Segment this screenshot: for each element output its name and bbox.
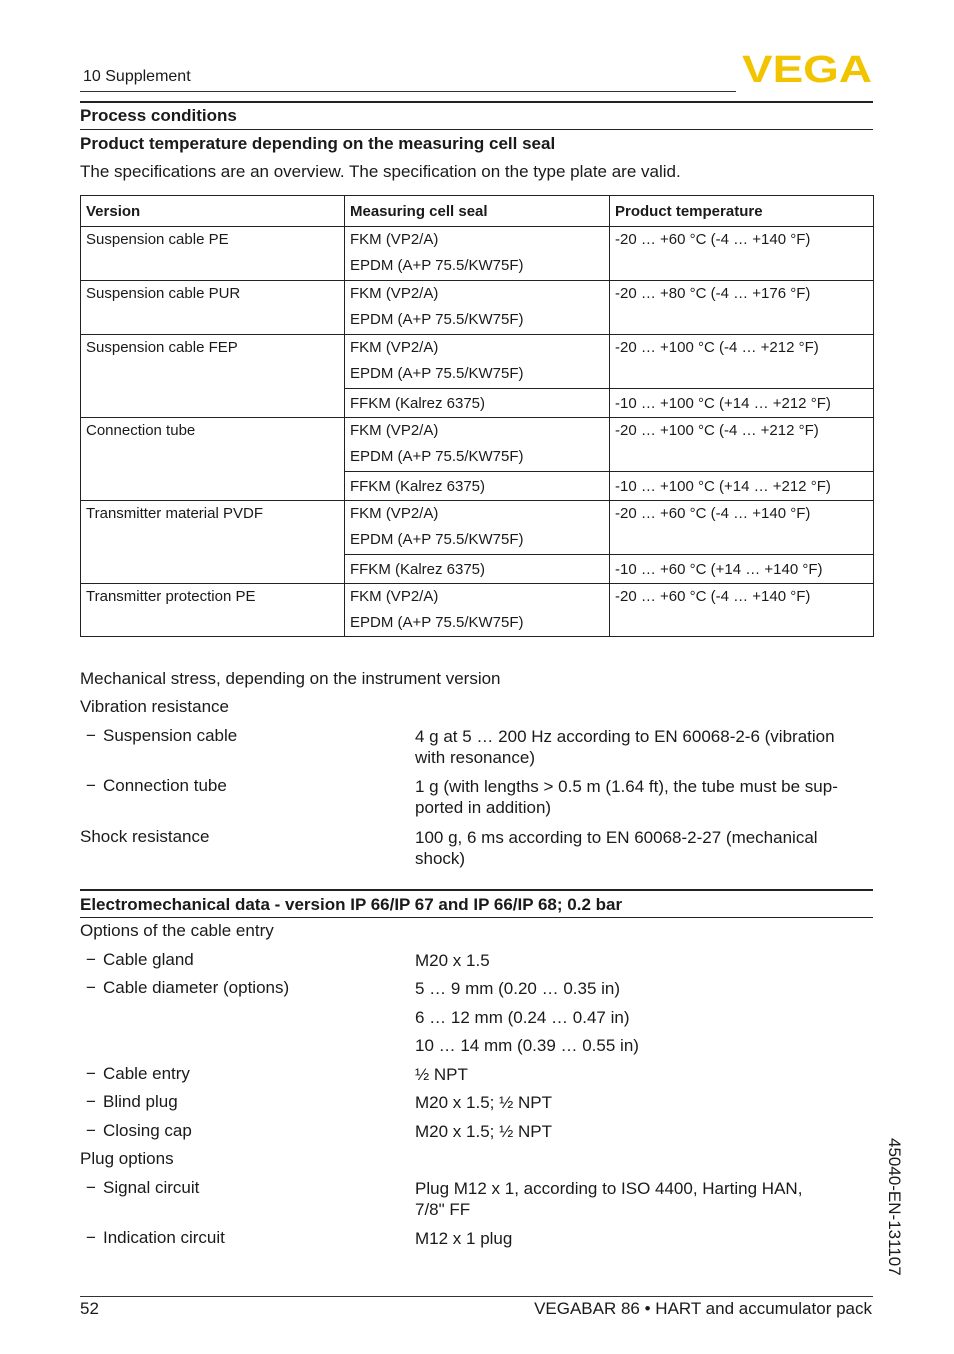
signal-circuit-value: Plug M12 x 1, according to ISO 4400, Harting HAN, 7/8" FF [415,1179,803,1219]
page-number: 52 [80,1299,99,1318]
cable-diameter-value: 10 … 14 mm (0.39 … 0.55 in) [415,1036,639,1055]
cable-gland-value: M20 x 1.5 [415,951,490,970]
seal-cell: EPDM (A+P 75.5/KW75F) [349,531,524,548]
seal-cell: EPDM (A+P 75.5/KW75F) [349,448,524,465]
table-row [81,584,874,637]
dash: − [86,1178,96,1197]
column-header: Measuring cell seal [344,196,609,227]
suspension-cable-label: Suspension cable [103,726,238,745]
column-header: Version [81,196,345,227]
seal-cell: EPDM (A+P 75.5/KW75F) [349,365,524,382]
rule [80,917,873,918]
product-name: VEGABAR 86 • HART and accumulator pack [534,1299,872,1318]
seal-cell: EPDM (A+P 75.5/KW75F) [349,311,524,328]
plug-options-label: Plug options [80,1149,174,1168]
dash: − [86,726,96,745]
version-cell: Connection tube [86,422,196,439]
temp-cell: -10 … +100 °C (+14 … +212 °F) [615,477,831,495]
rule [80,129,873,130]
shock-value: 100 g, 6 ms according to EN 60068-2-27 (mechanical shock) [415,828,818,868]
connection-tube-label: Connection tube [103,776,227,795]
closing-cap-label: Closing cap [103,1121,192,1140]
temp-cell: -20 … +60 °C (-4 … +140 °F) [615,505,811,522]
cable-entry-options-label: Options of the cable entry [80,921,274,940]
table-row [81,281,874,335]
rule [80,889,873,891]
version-cell: Transmitter material PVDF [86,505,263,522]
version-cell: Suspension cable PUR [86,285,241,302]
cable-diameter-label: Cable diameter (options) [103,978,290,997]
vega-logo [742,52,874,84]
mech-intro: Mechanical stress, depending on the instrument version [80,669,501,688]
indication-circuit-value: M12 x 1 plug [415,1229,513,1248]
dash: − [86,978,96,997]
seal-cell: FFKM (Kalrez 6375) [349,477,486,495]
temp-cell: -10 … +100 °C (+14 … +212 °F) [615,394,831,412]
version-cell: Suspension cable FEP [86,339,238,356]
svg-text:VEGA: VEGA [742,52,872,84]
dash: − [86,1092,96,1111]
cable-entry-label: Cable entry [103,1064,190,1083]
connection-tube-value: 1 g (with lengths > 0.5 m (1.64 ft), the tube must be sup-ported in addition) [415,777,838,817]
closing-cap-value: M20 x 1.5; ½ NPT [415,1122,552,1141]
process-title: Process conditions [80,106,237,125]
indication-circuit-label: Indication circuit [103,1228,225,1247]
vibration-label: Vibration resistance [80,697,229,716]
cable-diameter-value: 6 … 12 mm (0.24 … 0.47 in) [415,1008,630,1027]
table-row [81,501,874,555]
dash: − [86,950,96,969]
rule [80,101,873,103]
seal-cell: FKM (VP2/A) [349,588,439,605]
process-subtitle: Product temperature depending on the measuring cell seal [80,134,556,153]
seal-cell: FKM (VP2/A) [349,505,439,522]
temp-cell: -20 … +100 °C (-4 … +212 °F) [615,339,819,356]
table-header-row [81,196,874,227]
temp-cell: -20 … +60 °C (-4 … +140 °F) [615,231,811,248]
suspension-cable-value: 4 g at 5 … 200 Hz according to EN 60068-2-6 (vibration with resonance) [415,727,835,767]
signal-circuit-label: Signal circuit [103,1178,200,1197]
cable-gland-label: Cable gland [103,950,194,969]
cable-diameter-value: 5 … 9 mm (0.20 … 0.35 in) [415,979,621,998]
document-code: 45040-EN-131107 [885,1138,904,1276]
temperature-table [80,195,874,637]
temp-cell: -20 … +80 °C (-4 … +176 °F) [615,285,811,302]
seal-cell: FKM (VP2/A) [349,339,439,356]
dash: − [86,1064,96,1083]
seal-cell: EPDM (A+P 75.5/KW75F) [349,257,524,274]
column-header: Product temperature [610,196,874,227]
table-row [81,418,874,472]
section-header: 10 Supplement [83,68,191,85]
table-row [81,227,874,281]
footer-divider [80,1296,873,1297]
temp-cell: -20 … +60 °C (-4 … +140 °F) [615,588,811,605]
temp-cell: -10 … +60 °C (+14 … +140 °F) [615,560,823,578]
seal-cell: FKM (VP2/A) [349,231,439,248]
table-row [81,335,874,389]
seal-cell: FKM (VP2/A) [349,422,439,439]
blind-plug-label: Blind plug [103,1092,178,1111]
temp-cell: -20 … +100 °C (-4 … +212 °F) [615,422,819,439]
seal-cell: FKM (VP2/A) [349,285,439,302]
shock-label: Shock resistance [80,827,210,846]
cable-entry-value: ½ NPT [415,1065,468,1084]
seal-cell: FFKM (Kalrez 6375) [349,560,486,578]
version-cell: Transmitter protection PE [86,588,256,605]
seal-cell: FFKM (Kalrez 6375) [349,394,486,412]
seal-cell: EPDM (A+P 75.5/KW75F) [349,614,524,631]
dash: − [86,1228,96,1247]
dash: − [86,776,96,795]
process-intro: The specifications are an overview. The specification on the type plate are valid. [80,162,681,181]
blind-plug-value: M20 x 1.5; ½ NPT [415,1093,552,1112]
electro-title: Electromechanical data - version IP 66/IP 67 and IP 66/IP 68; 0.2 bar [80,895,623,914]
header-divider [80,91,736,92]
dash: − [86,1121,96,1140]
version-cell: Suspension cable PE [86,231,229,248]
